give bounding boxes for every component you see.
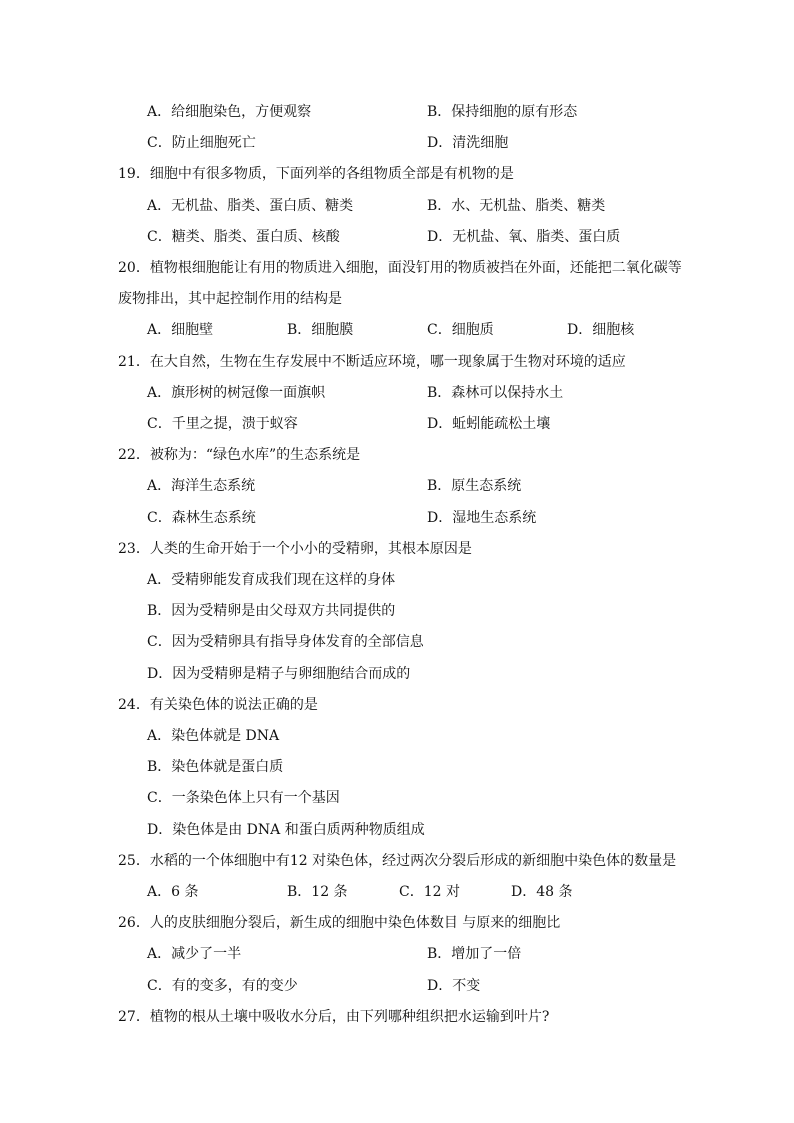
q20-option-c: C．细胞质: [427, 322, 494, 338]
q20-option-b: B．细胞膜: [287, 322, 354, 338]
q26-stem: 26．人的皮肤细胞分裂后，新生成的细胞中染色体数目 与原来的细胞比: [118, 915, 561, 931]
q25-option-c: C．12 对: [399, 884, 460, 900]
q19-stem: 19．细胞中有很多物质，下面列举的各组物质全部是有机物的是: [118, 166, 514, 182]
q22-option-b: B．原生态系统: [427, 478, 522, 494]
q18-option-c: C．防止细胞死亡: [147, 135, 256, 151]
q18-option-b: B．保持细胞的原有形态: [427, 104, 578, 120]
q21-option-c: C．千里之提，溃于蚁容: [147, 416, 298, 432]
q20-stem-line2: 废物排出，其中起控制作用的结构是: [118, 291, 342, 307]
q21-option-d: D．蚯蚓能疏松土壤: [427, 416, 551, 432]
q22-option-a: A．海洋生态系统: [147, 478, 256, 494]
q25-stem: 25．水稻的一个体细胞中有12 对染色体，经过两次分裂后形成的新细胞中染色体的数量是: [118, 853, 677, 869]
q24-option-c: C．一条染色体上只有一个基因: [147, 790, 340, 806]
q22-stem: 22．被称为：“绿色水库”的生态系统是: [118, 447, 361, 463]
q26-option-a: A．减少了一半: [147, 946, 242, 962]
q25-option-d: D．48 条: [511, 884, 573, 900]
q24-option-a: A．染色体就是 DNA: [147, 728, 280, 744]
q20-stem-line1: 20．植物根细胞能让有用的物质进入细胞，面没钉用的物质被挡在外面，还能把二氧化碳等: [118, 260, 682, 276]
q27-stem: 27．植物的根从土壤中吸收水分后，由下列哪种组织把水运输到叶片?: [118, 1009, 550, 1025]
q20-option-a: A．细胞壁: [147, 322, 214, 338]
q26-option-d: D．不变: [427, 978, 481, 994]
q18-option-d: D．清洗细胞: [427, 135, 509, 151]
q19-option-a: A．无机盐、脂类、蛋白质、糖类: [147, 198, 354, 214]
q24-option-d: D．染色体是由 DNA 和蛋白质两种物质组成: [147, 822, 425, 838]
q23-stem: 23．人类的生命开始于一个小小的受精卵，其根本原因是: [118, 541, 472, 557]
q26-option-c: C．有的变多，有的变少: [147, 978, 298, 994]
q22-option-d: D．湿地生态系统: [427, 510, 537, 526]
q24-option-b: B．染色体就是蛋白质: [147, 759, 284, 775]
q19-option-c: C．糖类、脂类、蛋白质、核酸: [147, 229, 340, 245]
q23-option-d: D．因为受精卵是精子与卵细胞结合而成的: [147, 666, 411, 682]
q20-option-d: D．细胞核: [567, 322, 635, 338]
q19-option-b: B．水、无机盐、脂类、糖类: [427, 198, 606, 214]
q23-option-b: B．因为受精卵是由父母双方共同提供的: [147, 603, 396, 619]
q26-option-b: B．增加了一倍: [427, 946, 522, 962]
q23-option-c: C．因为受精卵具有指导身体发育的全部信息: [147, 634, 424, 650]
q19-option-d: D．无机盐、氧、脂类、蛋白质: [427, 229, 621, 245]
q25-option-a: A．6 条: [147, 884, 199, 900]
q21-option-b: B．森林可以保持水土: [427, 385, 564, 401]
q18-option-a: A．给细胞染色，方便观察: [147, 104, 312, 120]
q24-stem: 24．有关染色体的说法正确的是: [118, 697, 318, 713]
q25-option-b: B．12 条: [287, 884, 348, 900]
q21-option-a: A．旗形树的树冠像一面旗帜: [147, 385, 326, 401]
q23-option-a: A．受精卵能发育成我们现在这样的身体: [147, 572, 396, 588]
q22-option-c: C．森林生态系统: [147, 510, 256, 526]
q21-stem: 21．在大自然，生物在生存发展中不断适应环境，哪一现象属于生物对环境的适应: [118, 354, 626, 370]
